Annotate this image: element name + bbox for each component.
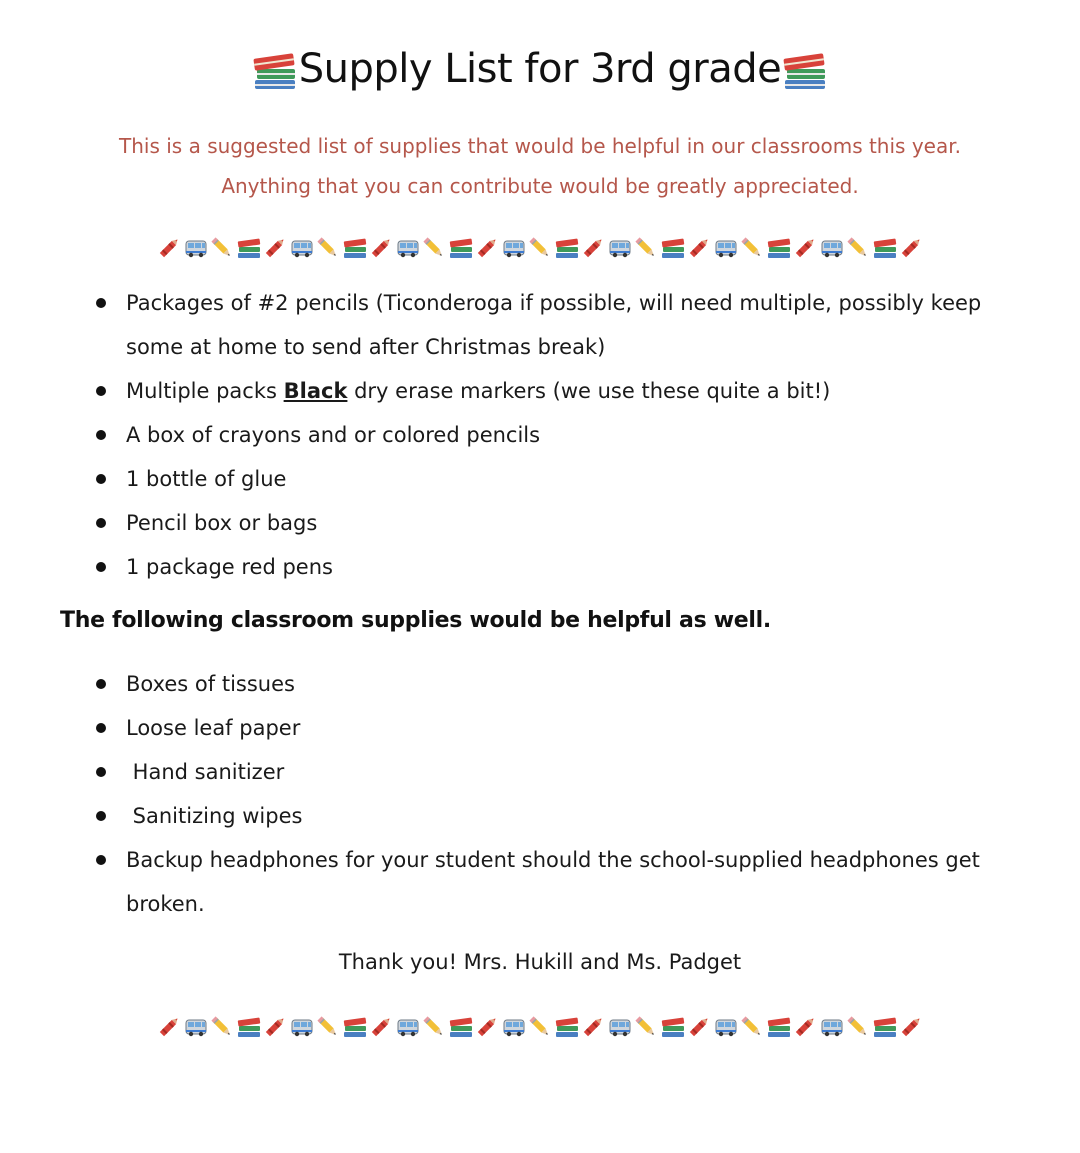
list-item	[96, 281, 1026, 369]
crayon-icon	[898, 235, 925, 261]
list-item	[96, 369, 1026, 413]
books-icon	[766, 1014, 793, 1040]
books-icon	[660, 1014, 687, 1040]
bus-icon	[713, 1014, 740, 1040]
pencil-icon	[421, 1014, 448, 1040]
bus-icon	[819, 1014, 846, 1040]
pencil-icon	[527, 1014, 554, 1040]
list-item	[96, 413, 1026, 457]
pencil-icon	[421, 235, 448, 261]
bullet-icon	[96, 430, 106, 440]
books-icon	[448, 235, 475, 261]
classroom-supply-list	[96, 662, 1026, 926]
classroom-supplies-heading: The following classroom supplies would be helpful as well.	[60, 608, 771, 633]
decorative-emoji-border-top	[156, 234, 926, 262]
bus-icon	[607, 235, 634, 261]
crayon-icon	[580, 235, 607, 261]
list-item-text: 1 bottle of glue	[126, 467, 287, 491]
bullet-icon	[96, 855, 106, 865]
list-item	[96, 545, 1026, 589]
list-item-text: Packages of #2 pencils (Ticonderoga if possible, will need multiple, possibly keep some at home to send after Christmas break)	[126, 291, 982, 359]
pencil-icon	[739, 1014, 766, 1040]
pencil-icon	[845, 235, 872, 261]
pencil-icon	[527, 235, 554, 261]
bus-icon	[289, 1014, 316, 1040]
list-item	[96, 750, 1026, 794]
bus-icon	[183, 1014, 210, 1040]
bus-icon	[395, 1014, 422, 1040]
crayon-icon	[156, 1014, 183, 1040]
crayon-icon	[368, 1014, 395, 1040]
list-item-text: Backup headphones for your student should the school-supplied headphones get broken.	[126, 848, 980, 916]
bullet-icon	[96, 811, 106, 821]
bullet-icon	[96, 518, 106, 528]
pencil-icon	[209, 1014, 236, 1040]
bus-icon	[819, 235, 846, 261]
bus-icon	[713, 235, 740, 261]
crayon-icon	[368, 235, 395, 261]
pencil-icon	[845, 1014, 872, 1040]
list-item-text-prefix: Multiple packs	[126, 379, 284, 403]
bullet-icon	[96, 562, 106, 572]
page-title: Supply List for 3rd grade	[298, 46, 782, 92]
crayon-icon	[156, 235, 183, 261]
list-item	[96, 794, 1026, 838]
list-item	[96, 501, 1026, 545]
crayon-icon	[474, 1014, 501, 1040]
list-item-text-suffix: dry erase markers (we use these quite a bit!)	[347, 379, 831, 403]
pencil-icon	[209, 235, 236, 261]
books-icon	[872, 1014, 899, 1040]
thank-you-note: Thank you! Mrs. Hukill and Ms. Padget	[338, 950, 742, 974]
books-icon	[236, 235, 263, 261]
decorative-emoji-border-bottom	[156, 1013, 926, 1041]
books-icon	[781, 44, 829, 94]
intro-line-2: Anything that you can contribute would be greatly appreciated.	[221, 174, 859, 198]
list-item-text: 1 package red pens	[126, 555, 333, 579]
bullet-icon	[96, 474, 106, 484]
crayon-icon	[792, 235, 819, 261]
crayon-icon	[898, 1014, 925, 1040]
pencil-icon	[315, 235, 342, 261]
crayon-icon	[262, 235, 289, 261]
list-item	[96, 838, 1026, 926]
books-icon	[251, 44, 299, 94]
list-item	[96, 662, 1026, 706]
books-icon	[554, 235, 581, 261]
books-icon	[448, 1014, 475, 1040]
supply-list	[96, 281, 1026, 589]
bus-icon	[289, 235, 316, 261]
books-icon	[660, 235, 687, 261]
intro-text	[40, 126, 1040, 206]
bus-icon	[395, 235, 422, 261]
pencil-icon	[633, 1014, 660, 1040]
pencil-icon	[739, 235, 766, 261]
bullet-icon	[96, 723, 106, 733]
pencil-icon	[315, 1014, 342, 1040]
bullet-icon	[96, 679, 106, 689]
title-row	[0, 44, 1080, 94]
list-item-text: Loose leaf paper	[126, 716, 301, 740]
list-item-text: Sanitizing wipes	[126, 804, 303, 828]
crayon-icon	[580, 1014, 607, 1040]
pencil-icon	[633, 235, 660, 261]
list-item-text: A box of crayons and or colored pencils	[126, 423, 541, 447]
books-icon	[766, 235, 793, 261]
list-item-text: Pencil box or bags	[126, 511, 318, 535]
intro-line-1: This is a suggested list of supplies that would be helpful in our classrooms this year.	[119, 134, 961, 158]
list-item-emphasis: Black	[283, 379, 348, 403]
crayon-icon	[686, 235, 713, 261]
list-item-text: Boxes of tissues	[126, 672, 295, 696]
books-icon	[342, 235, 369, 261]
books-icon	[554, 1014, 581, 1040]
bullet-icon	[96, 767, 106, 777]
books-icon	[872, 235, 899, 261]
crayon-icon	[686, 1014, 713, 1040]
bus-icon	[607, 1014, 634, 1040]
crayon-icon	[262, 1014, 289, 1040]
list-item	[96, 457, 1026, 501]
bus-icon	[501, 1014, 528, 1040]
crayon-icon	[474, 235, 501, 261]
list-item-text: Hand sanitizer	[126, 760, 285, 784]
bus-icon	[501, 235, 528, 261]
bullet-icon	[96, 386, 106, 396]
books-icon	[342, 1014, 369, 1040]
crayon-icon	[792, 1014, 819, 1040]
books-icon	[236, 1014, 263, 1040]
bullet-icon	[96, 298, 106, 308]
list-item	[96, 706, 1026, 750]
bus-icon	[183, 235, 210, 261]
